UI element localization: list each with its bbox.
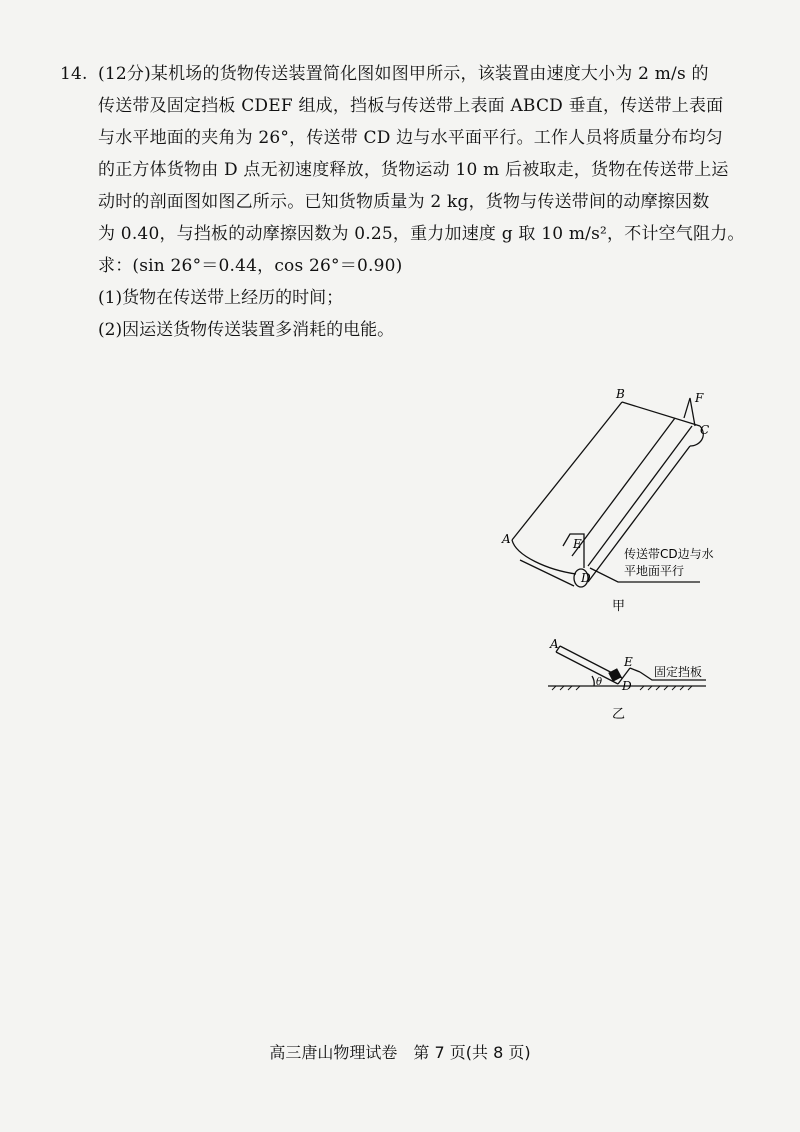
label-yi-e: E	[624, 655, 633, 669]
page-footer: 高三唐山物理试卷 第 7 页(共 8 页)	[269, 1043, 531, 1062]
belt-edge-ab	[512, 402, 622, 540]
label-b: B	[616, 387, 625, 401]
label-yi-d: D	[622, 679, 632, 693]
belt-section-top-2	[560, 646, 622, 678]
baffle-top-f	[684, 398, 695, 426]
baffle-bottom-e	[563, 534, 584, 568]
question-text-1: (12分)某机场的货物传送装置简化图如图甲所示，该装置由速度大小为 2 m/s 的	[98, 64, 709, 84]
baffle-section-lip	[630, 668, 640, 672]
belt-edge-bc	[622, 402, 700, 426]
label-d: D	[581, 571, 591, 585]
baffle-rail-inner	[572, 418, 675, 556]
problem-14	[60, 58, 760, 346]
label-e: E	[573, 537, 582, 551]
baffle-leader	[640, 672, 706, 680]
caption-yi: 乙	[612, 707, 626, 722]
angle-arc	[592, 676, 594, 686]
cargo-block	[608, 668, 622, 682]
caption-jia: 甲	[612, 599, 626, 614]
baffle-annotation: 固定挡板	[654, 665, 703, 679]
annotation-leader	[590, 568, 700, 582]
question-line-7: 求：(sin 26°＝0.44，cos 26°＝0.90)	[98, 256, 403, 276]
question-line-5: 动时的剖面图如图乙所示。已知货物质量为 2 kg，货物与传送带间的动摩擦因数	[98, 192, 710, 212]
label-f: F	[695, 391, 704, 405]
question-number: 14.	[60, 64, 88, 84]
question-line-1	[60, 58, 760, 90]
question-line-3: 与水平地面的夹角为 26°，传送带 CD 边与水平面平行。工作人员将质量分布均匀	[98, 128, 723, 148]
label-yi-a: A	[550, 637, 559, 651]
question-line-6: 为 0.40，与挡板的动摩擦因数为 0.25，重力加速度 g 取 10 m/s²，不计空气阻力。	[98, 224, 745, 244]
label-theta: θ	[596, 677, 603, 688]
belt-bottom-edge	[520, 560, 574, 586]
belt-section-end	[556, 646, 560, 652]
belt-underside	[588, 446, 690, 582]
baffle-section	[618, 668, 630, 684]
annotation-line-1: 传送带CD边与水	[624, 547, 714, 561]
roller-bottom	[574, 569, 588, 587]
question-line-2: 传送带及固定挡板 CDEF 组成，挡板与传送带上表面 ABCD 垂直，传送带上表面	[98, 96, 724, 116]
roller-top-right	[690, 426, 703, 446]
baffle-rail-outer	[588, 426, 692, 566]
question-line-4: 的正方体货物由 D 点无初速度释放，货物运动 10 m 后被取走，货物在传送带上运	[98, 160, 729, 180]
sub-question-2: (2)因运送货物传送装置多消耗的电能。	[98, 320, 395, 340]
belt-front-curve	[512, 540, 576, 574]
sub-question-1: (1)货物在传送带上经历的时间；	[98, 288, 344, 308]
annotation-line-2: 平地面平行	[624, 564, 685, 578]
ground-hatching	[552, 686, 692, 690]
label-a: A	[502, 532, 511, 546]
belt-section-top	[556, 652, 618, 684]
label-c: C	[700, 423, 710, 437]
